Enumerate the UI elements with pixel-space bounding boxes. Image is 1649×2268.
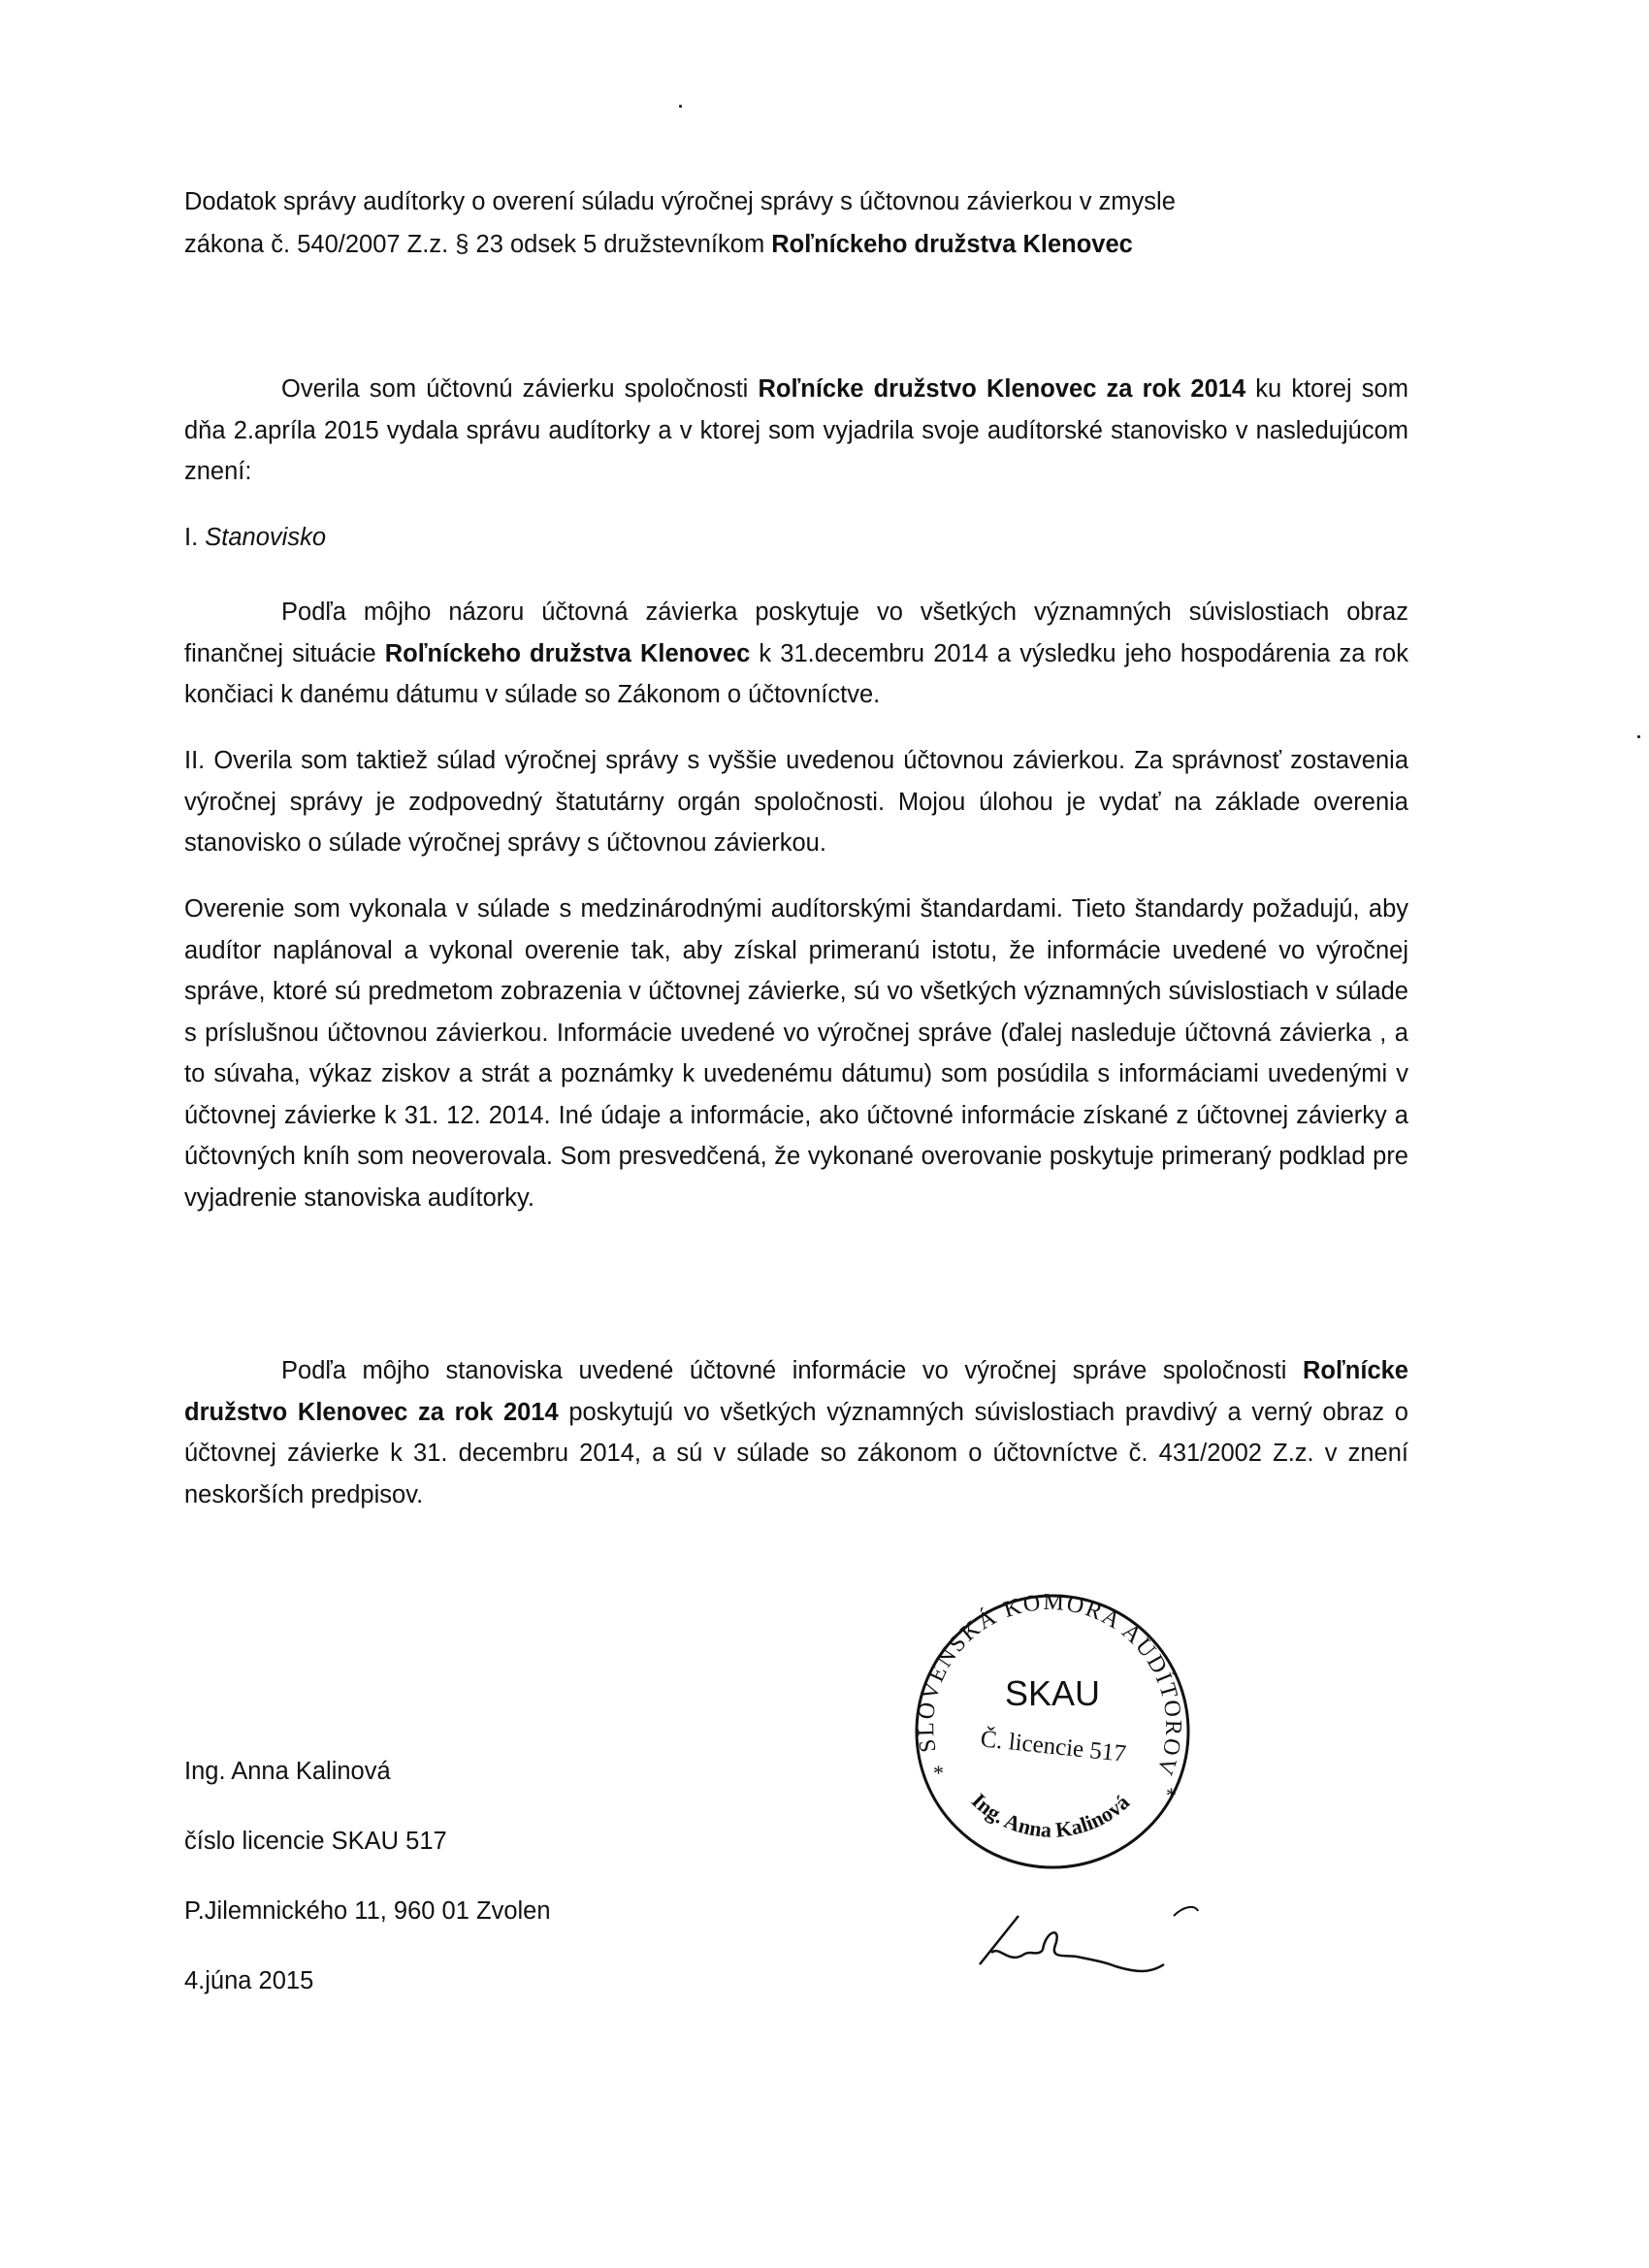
stamp-center-title: SKAU	[1004, 1673, 1101, 1713]
section-1-text-cont: k 31.decembru 2014 a výsledku jeho hospodárenia za rok končiaci k danému dátumu v súlade so Zákonom o účtovníctve.	[184, 639, 1408, 708]
section-1-number: I.	[184, 524, 206, 551]
signatory-address: P.Jilemnického 11, 960 01 Zvolen	[184, 1897, 551, 1925]
conclusion-paragraph	[184, 1350, 1408, 1515]
section-1-text: Podľa môjho názoru účtovná závierka poskytuje vo všetkých významných súvislostiach obraz finančnej situácie	[184, 599, 1408, 667]
scan-speck	[679, 105, 682, 108]
intro-text: Overila som účtovnú závierku spoločnosti	[281, 375, 759, 403]
heading-line-1: Dodatok správy audítorky o overení súladu výročnej správy s účtovnou závierkou v zmysle	[184, 188, 1176, 215]
conclusion-text: Podľa môjho stanoviska uvedené účtovné informácie vo výročnej správe spoločnosti	[281, 1357, 1303, 1384]
stamp-star-right: *	[1166, 1783, 1177, 1807]
stamp-license-line: Č. licencie 517	[979, 1726, 1128, 1767]
conclusion-text-cont: poskytujú vo všetkých významných súvislostiach pravdivý a verný obraz o účtovnej závierke k 31. decembru 2014, a sú v súlade so zákonom o účtovníctve č. 431/2002 Z.z. v znení neskorších predpisov.	[184, 1398, 1408, 1508]
auditor-stamp	[892, 1581, 1212, 1882]
section-1-company: Roľníckeho družstva Klenovec	[384, 639, 751, 667]
stamp-bottom-name: Ing. Anna Kalinová	[966, 1788, 1135, 1842]
section-1-label	[184, 517, 1408, 559]
heading-company-name: Roľníckeho družstva Klenovec	[771, 231, 1133, 258]
conclusion-company-year: Roľnícke družstvo Klenovec za rok 2014	[184, 1357, 1408, 1426]
stamp-star-left: *	[933, 1761, 944, 1785]
section-1-title: Stanovisko	[205, 524, 327, 551]
section-3-paragraph: Overenie som vykonala v súlade s medzinárodnými audítorskými štandardami. Tieto štandardy požadujú, aby audítor naplánoval a vykonal overenie tak, aby získal primeranú istotu, že informácie uvedené vo výročnej správe, ktoré sú predmetom zobrazenia v účtovnej závierke, sú vo všetkých významných súvislostiach v súlade s príslušnou účtovnou závierkou. Informácie uvedené vo výročnej správe (ďalej nasleduje účtovná závierka , a to súvaha, výkaz ziskov a strát a poznámky k uvedenému dátumu) som posúdila s informáciami uvedenými v účtovnej závierke k 31. 12. 2014. Iné údaje a informácie, ako účtovné informácie získané z účtovnej závierky a účtovných kníh som neoverovala. Som presvedčená, že vykonané overovanie poskytuje primeraný podklad pre vyjadrenie stanoviska audítorky.	[184, 895, 1408, 1212]
scan-speck	[1637, 735, 1640, 738]
section-1-paragraph	[184, 592, 1408, 716]
intro-paragraph	[184, 369, 1408, 493]
signatory-license: číslo licencie SKAU 517	[184, 1828, 447, 1855]
intro-text-cont: ku ktorej som dňa 2.apríla 2015 vydala správu audítorky a v ktorej som vyjadrila svoje audítorské stanovisko v nasledujúcom znení:	[184, 375, 1408, 485]
heading-line-2: zákona č. 540/2007 Z.z. § 23 odsek 5 družstevníkom	[184, 231, 772, 258]
section-2-paragraph: II. Overila som taktiež súlad výročnej správy s vyššie uvedenou účtovnou závierkou. Za správnosť zostavenia výročnej správy je zodpovedný štatutárny orgán spoločnosti. Mojou úlohou je vydať na základe overenia stanovisko o súlade výročnej správy s účtovnou závierkou.	[184, 747, 1408, 857]
handwritten-signature	[970, 1896, 1212, 1993]
signatory-name: Ing. Anna Kalinová	[184, 1758, 391, 1785]
signatory-date: 4.júna 2015	[184, 1967, 314, 1994]
stamp-ring-text: SLOVENSKÁ KOMORA AUDÍTOROV	[914, 1589, 1186, 1780]
document-heading	[184, 180, 1408, 266]
intro-company-year: Roľnícke družstvo Klenovec za rok 2014	[758, 375, 1246, 403]
